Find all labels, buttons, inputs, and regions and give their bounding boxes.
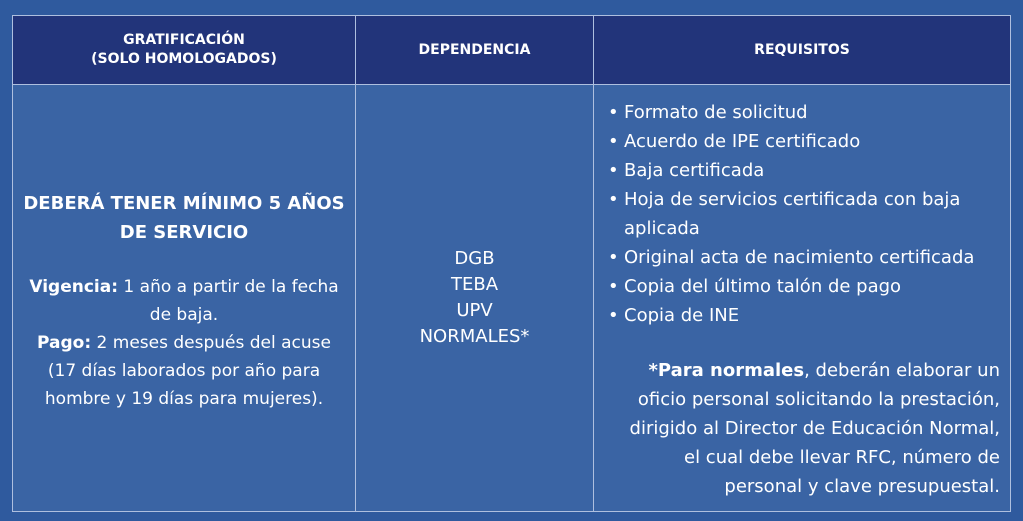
bullet-icon: • [608, 160, 619, 181]
minimum-service-title: DEBERÁ TENER MÍNIMO 5 AÑOS DE SERVICIO [23, 193, 345, 243]
vigencia-paragraph [21, 273, 347, 329]
vigencia-text: 1 año a partir de la fecha de baja. [118, 277, 339, 325]
header-dependencia: DEPENDENCIA [355, 16, 593, 84]
requirement-text: Formato de solicitud [624, 102, 808, 123]
bullet-icon: • [608, 247, 619, 268]
bullet-icon: • [608, 276, 619, 297]
requirement-item [608, 301, 1000, 330]
requirement-text: Copia de INE [624, 305, 740, 326]
requirement-text: Hoja de servicios certificada con baja aplicada [624, 189, 961, 239]
dependencia-item: UPV [456, 300, 493, 321]
header-gratificacion [13, 16, 355, 84]
dependencia-cell [355, 85, 593, 511]
pago-text: 2 meses después del acuse (17 días laborados por año para hombre y 19 días para mujeres). [44, 333, 331, 409]
dependencia-item: NORMALES* [419, 326, 530, 347]
requirement-text: Baja certificada [624, 160, 765, 181]
requirement-item [608, 272, 1000, 301]
requirement-item [608, 243, 1000, 272]
dependencia-item: TEBA [450, 274, 499, 295]
header-requisitos: REQUISITOS [593, 16, 1010, 84]
requirement-item [608, 98, 1000, 127]
table-body-row [13, 85, 1010, 511]
requirement-text: Acuerdo de IPE certificado [624, 131, 861, 152]
requirement-item [608, 185, 1000, 243]
dependencia-item: DGB [454, 248, 495, 269]
gratificacion-cell [13, 85, 355, 511]
requirements-table [12, 15, 1011, 512]
header-gratificacion-line2: (SOLO HOMOLOGADOS) [91, 51, 277, 67]
bullet-icon: • [608, 305, 619, 326]
requirements-list [608, 98, 1000, 330]
bullet-icon: • [608, 189, 619, 210]
header-gratificacion-line1: GRATIFICACIÓN [123, 32, 245, 48]
normales-note [608, 356, 1000, 501]
requirement-item [608, 127, 1000, 156]
requirement-text: Original acta de nacimiento certificada [624, 247, 975, 268]
normales-note-text: , deberán elaborar un oficio personal solicitando la prestación, dirigido al Director de Educación Normal, el cual debe llevar RFC, número de personal y clave presupuestal. [629, 360, 1000, 497]
bullet-icon: • [608, 131, 619, 152]
vigencia-label: Vigencia: [29, 277, 119, 297]
requirement-item [608, 156, 1000, 185]
requisitos-cell [593, 85, 1010, 511]
requirement-text: Copia del último talón de pago [624, 276, 902, 297]
normales-note-label: *Para normales [648, 360, 805, 381]
table-header-row [13, 16, 1010, 85]
pago-paragraph [21, 329, 347, 413]
pago-label: Pago: [37, 333, 92, 353]
bullet-icon: • [608, 102, 619, 123]
